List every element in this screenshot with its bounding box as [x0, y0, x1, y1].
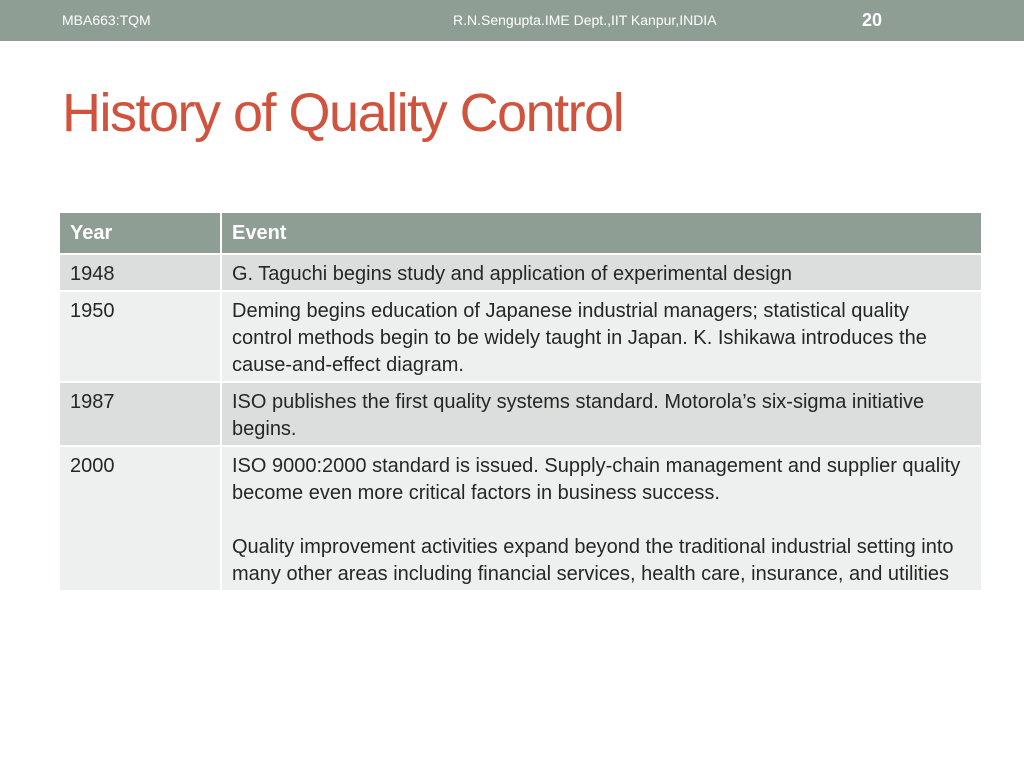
- table-row: [60, 254, 981, 291]
- event-text: ISO publishes the first quality systems standard. Motorola’s six-sigma initiative begins.: [232, 391, 925, 440]
- event-text: Quality improvement activities expand beyond the traditional industrial setting into many other areas including financial services, health care, insurance, and utilities: [232, 536, 954, 585]
- event-cell: [221, 382, 981, 446]
- event-cell: [221, 254, 981, 291]
- course-code: MBA663:TQM: [62, 12, 151, 28]
- history-table: [60, 213, 981, 590]
- column-header-event: Event: [221, 213, 981, 254]
- year-cell: 1950: [60, 291, 221, 382]
- slide-title: History of Quality Control: [62, 83, 624, 143]
- year-cell: 2000: [60, 446, 221, 590]
- event-text: G. Taguchi begins study and application of experimental design: [232, 263, 792, 285]
- event-text: ISO 9000:2000 standard is issued. Supply-chain management and supplier quality become even more critical factors in business success.: [232, 455, 961, 504]
- table-row: [60, 382, 981, 446]
- table-row: [60, 446, 981, 590]
- author-affiliation: R.N.Sengupta.IME Dept.,IIT Kanpur,INDIA: [453, 12, 717, 28]
- event-cell: [221, 291, 981, 382]
- year-cell: 1987: [60, 382, 221, 446]
- event-cell: [221, 446, 981, 590]
- year-cell: 1948: [60, 254, 221, 291]
- event-text: Deming begins education of Japanese industrial managers; statistical quality control methods begin to be widely taught in Japan. K. Ishikawa introduces the cause-and-effect diagram.: [232, 300, 927, 376]
- column-header-year: Year: [60, 213, 221, 254]
- slide-number: 20: [862, 10, 883, 30]
- slide-header-bar: [0, 0, 1024, 41]
- table-header-row: [60, 213, 981, 254]
- table-row: [60, 291, 981, 382]
